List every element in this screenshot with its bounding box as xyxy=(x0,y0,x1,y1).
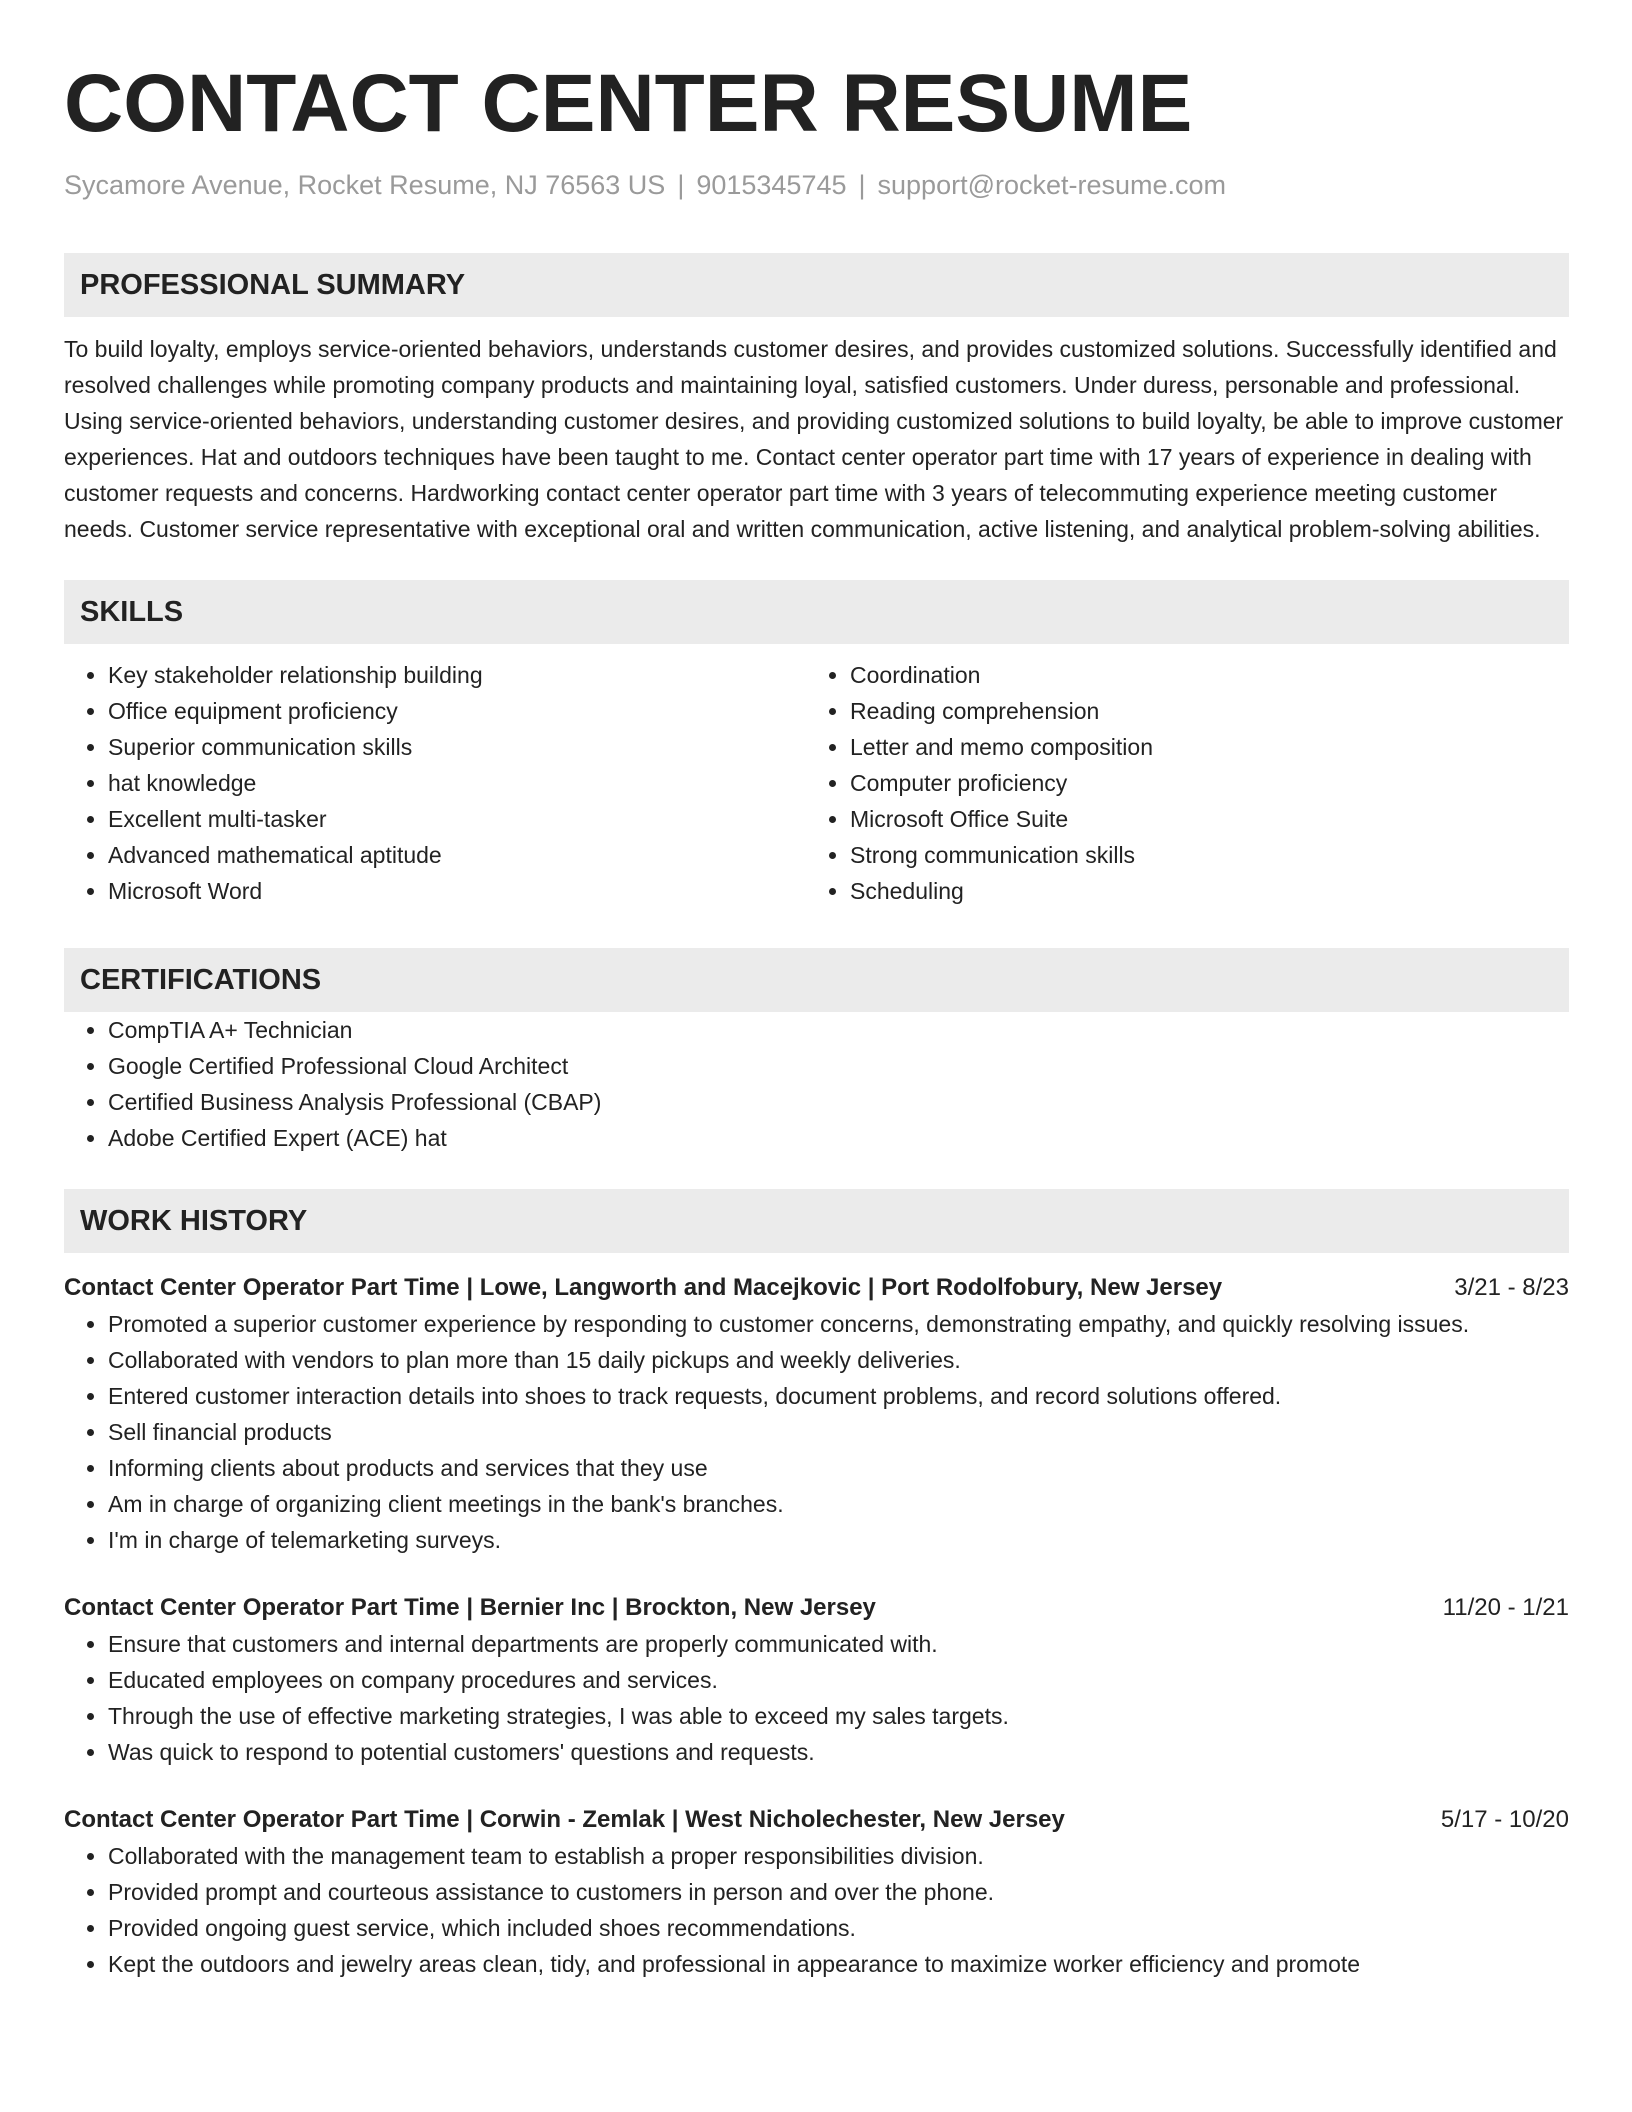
job-title: Contact Center Operator Part Time | Bernier Inc | Brockton, New Jersey xyxy=(64,1594,876,1621)
skills-list-right xyxy=(806,657,1548,909)
skill-item: • Computer proficiency xyxy=(850,765,1548,801)
job-dates: 5/17 - 10/20 xyxy=(1440,1806,1569,1833)
resume-title: CONTACT CENTER RESUME xyxy=(64,58,1193,149)
skill-item: • Microsoft Word xyxy=(108,873,806,909)
contact-email: support@rocket-resume.com xyxy=(877,170,1227,200)
work-history-section-header: WORK HISTORY xyxy=(64,1189,1569,1253)
resume-page xyxy=(64,0,1569,1982)
job-bullet: • Provided prompt and courteous assistance to customers in person and over the phone. xyxy=(108,1874,1569,1910)
contact-line xyxy=(64,168,1569,202)
job-bullet: • I'm in charge of telemarketing surveys. xyxy=(108,1522,1569,1558)
job-bullet: • Was quick to respond to potential customers' questions and requests. xyxy=(108,1734,1569,1770)
certification-item: • CompTIA A+ Technician xyxy=(108,1012,1569,1048)
skill-item: • Scheduling xyxy=(850,873,1548,909)
job-bullet: • Through the use of effective marketing strategies, I was able to exceed my sales targets. xyxy=(108,1698,1569,1734)
skill-item: • Office equipment proficiency xyxy=(108,693,806,729)
job-title: Contact Center Operator Part Time | Lowe, Langworth and Macejkovic | Port Rodolfobury, New Jersey xyxy=(64,1274,1223,1301)
job-bullet: • Provided ongoing guest service, which included shoes recommendations. xyxy=(108,1910,1569,1946)
skills-section-header: SKILLS xyxy=(64,580,1569,644)
job-header xyxy=(64,1270,1569,1306)
certifications-section-header: CERTIFICATIONS xyxy=(64,948,1569,1012)
job-header xyxy=(64,1590,1569,1626)
job-bullet-list xyxy=(64,1306,1569,1558)
job-bullet: • Ensure that customers and internal departments are properly communicated with. xyxy=(108,1626,1569,1662)
job-bullet: • Sell financial products xyxy=(108,1414,1569,1450)
job-dates: 11/20 - 1/21 xyxy=(1442,1594,1569,1621)
skill-item: • hat knowledge xyxy=(108,765,806,801)
job-bullet: • Entered customer interaction details into shoes to track requests, document problems, and record solutions offered. xyxy=(108,1378,1569,1414)
skills-column-left xyxy=(64,657,806,909)
summary-section-header: PROFESSIONAL SUMMARY xyxy=(64,253,1569,317)
skill-item: • Excellent multi-tasker xyxy=(108,801,806,837)
job-bullet: • Collaborated with the management team to establish a proper responsibilities division. xyxy=(108,1838,1569,1874)
job-bullet: • Promoted a superior customer experience by responding to customer concerns, demonstrating empathy, and quickly resolving issues. xyxy=(108,1306,1569,1342)
certifications-list xyxy=(64,1012,1569,1156)
skill-item: • Letter and memo composition xyxy=(850,729,1548,765)
contact-phone: 9015345745 xyxy=(696,170,847,200)
contact-separator: | xyxy=(677,170,685,200)
job-bullet: • Am in charge of organizing client meetings in the bank's branches. xyxy=(108,1486,1569,1522)
skill-item: • Key stakeholder relationship building xyxy=(108,657,806,693)
job-title: Contact Center Operator Part Time | Corwin - Zemlak | West Nicholechester, New Jersey xyxy=(64,1806,1065,1833)
skills-list-left xyxy=(64,657,806,909)
job-bullet-list xyxy=(64,1626,1569,1770)
job-bullet: • Informing clients about products and services that they use xyxy=(108,1450,1569,1486)
skill-item: • Advanced mathematical aptitude xyxy=(108,837,806,873)
skill-item: • Coordination xyxy=(850,657,1548,693)
skill-item: • Reading comprehension xyxy=(850,693,1548,729)
contact-address: Sycamore Avenue, Rocket Resume, NJ 76563 US xyxy=(64,170,666,200)
contact-separator: | xyxy=(858,170,866,200)
certification-item: • Google Certified Professional Cloud Architect xyxy=(108,1048,1569,1084)
job-header xyxy=(64,1802,1569,1838)
job-bullet-list xyxy=(64,1838,1569,1982)
skill-item: • Microsoft Office Suite xyxy=(850,801,1548,837)
summary-text: To build loyalty, employs service-oriented behaviors, understands customer desires, and provides customized solutions. Successfully identified and resolved challenges while promoting company products and maintaining loyal, satisfied customers. Under duress, personable and professional. Using service-oriented behaviors, understanding customer desires, and providing customized solutions to build loyalty, be able to improve customer experiences. Hat and outdoors techniques have been taught to me. Contact center operator part time with 17 years of experience in dealing with customer requests and concerns. Hardworking contact center operator part time with 3 years of telecommuting experience meeting customer needs. Customer service representative with exceptional oral and written communication, active listening, and analytical problem-solving abilities. xyxy=(64,336,1564,542)
skills-columns xyxy=(64,657,1569,909)
skill-item: • Strong communication skills xyxy=(850,837,1548,873)
job-bullet: • Collaborated with vendors to plan more than 15 daily pickups and weekly deliveries. xyxy=(108,1342,1569,1378)
job-bullet: • Educated employees on company procedures and services. xyxy=(108,1662,1569,1698)
job-dates: 3/21 - 8/23 xyxy=(1454,1274,1569,1301)
skills-column-right xyxy=(806,657,1548,909)
skill-item: • Superior communication skills xyxy=(108,729,806,765)
job-bullet: • Kept the outdoors and jewelry areas clean, tidy, and professional in appearance to maximize worker efficiency and promote xyxy=(108,1946,1569,1982)
certification-item: • Certified Business Analysis Professional (CBAP) xyxy=(108,1084,1569,1120)
certification-item: • Adobe Certified Expert (ACE) hat xyxy=(108,1120,1569,1156)
